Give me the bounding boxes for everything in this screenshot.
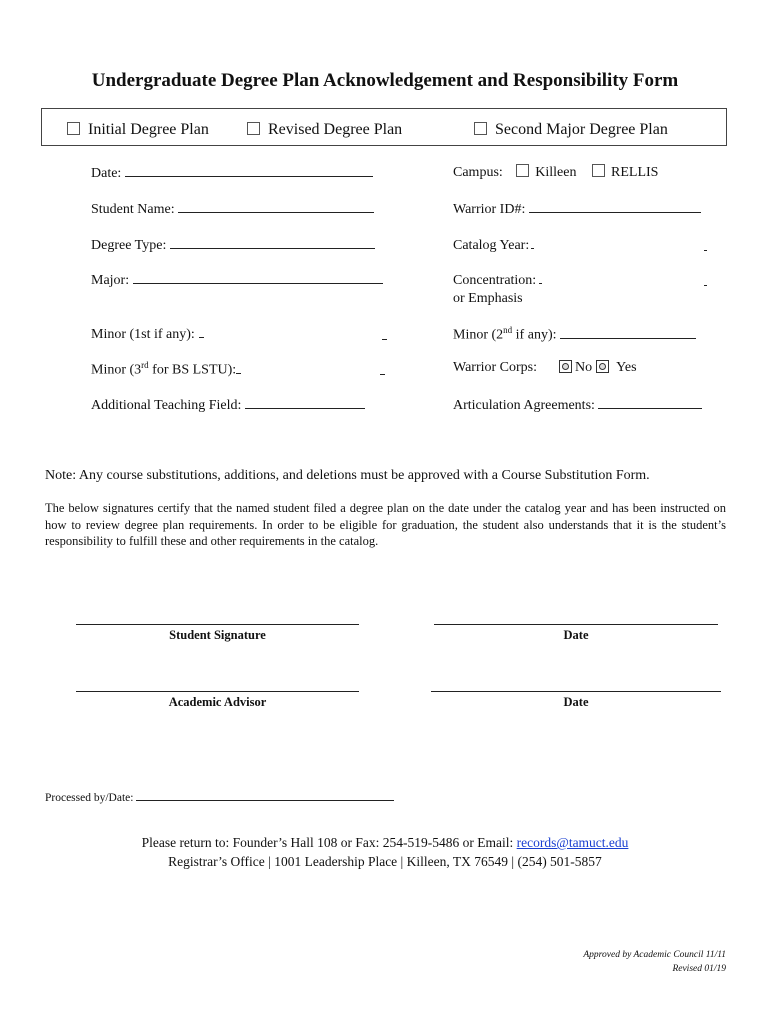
concentration-input-end[interactable] [704,273,707,286]
articulation-field [453,396,702,414]
minor3-label-end: for BS LSTU): [148,362,237,378]
campus-label: Campus: [453,165,503,180]
major-field [91,271,383,289]
warrior-corps-no-radio[interactable] [559,360,572,373]
degree-type-input-line[interactable] [170,236,375,249]
concentration-input-start[interactable] [539,271,542,284]
catalog-year-input-end[interactable] [704,238,707,251]
date-label: Date: [91,166,122,181]
student-date-line[interactable] [434,624,718,625]
minor3-label: Minor (3 [91,362,142,378]
campus-field [453,164,658,181]
minor1-label: Minor (1st if any): [91,327,195,342]
approved-note: Approved by Academic Council 11/11 [583,950,726,960]
rellis-checkbox[interactable] [592,164,605,177]
minor2-label: Minor (2 [453,327,504,343]
articulation-label: Articulation Agreements: [453,398,595,413]
minor1-input-start[interactable] [199,325,204,338]
catalog-year-label: Catalog Year: [453,238,530,253]
minor3-sup: rd [141,360,149,370]
degree-type-field [91,236,375,254]
student-signature-line[interactable] [76,624,359,625]
second-major-checkbox[interactable] [474,122,487,135]
teaching-field-label: Additional Teaching Field: [91,398,242,413]
minor2-sup: nd [503,325,513,335]
rellis-label: RELLIS [611,165,659,180]
warrior-corps-yes-label: Yes [616,360,637,375]
major-label: Major: [91,273,130,288]
processed-input-line[interactable] [136,790,394,801]
plan-type-second-major[interactable] [474,121,668,139]
processed-label: Processed by/Date: [45,792,134,804]
return-text: Please return to: Founder’s Hall 108 or Fax: 254-519-5486 or Email: [141,835,517,850]
date-field [91,164,373,182]
warrior-corps-no-label: No [575,360,593,375]
return-instructions [0,835,770,851]
killeen-label: Killeen [535,165,577,180]
registrar-address: Registrar’s Office | 1001 Leadership Place | Killeen, TX 76549 | (254) 501-5857 [168,854,602,869]
teaching-field [91,396,365,414]
form-title: Undergraduate Degree Plan Acknowledgement and Responsibility Form [91,70,679,91]
student-signature-label: Student Signature [169,628,266,642]
warrior-id-label: Warrior ID#: [453,202,526,217]
second-major-label: Second Major Degree Plan [495,121,668,138]
warrior-corps-field [453,360,637,376]
articulation-input-line[interactable] [598,396,702,409]
killeen-checkbox[interactable] [516,164,529,177]
teaching-field-input-line[interactable] [245,396,365,409]
minor1-input-end[interactable] [382,327,387,340]
warrior-corps-label: Warrior Corps: [453,360,538,375]
minor2-input-line[interactable] [560,326,696,339]
revised-note: Revised 01/19 [672,964,726,974]
major-input-line[interactable] [133,271,383,284]
minor3-field [91,360,241,379]
warrior-id-input-line[interactable] [529,200,701,213]
minor2-label-end: if any): [512,327,557,343]
student-name-label: Student Name: [91,202,175,217]
degree-type-label: Degree Type: [91,238,167,253]
emphasis-label: or Emphasis [453,291,523,306]
substitution-note: Note: Any course substitutions, additions, and deletions must be approved with a Course Substitution Form. [45,468,650,483]
student-date-label: Date [563,628,589,642]
certification-text: The below signatures certify that the named student filed a degree plan on the date under the catalog year and has been instructed on how to review degree plan requirements. In order to be eligible for graduation, the student also understands that it is the student’s responsibility to fulfill these and other requirements in the catalog. [45,501,726,548]
concentration-field [453,271,542,308]
email-link[interactable]: records@tamuct.edu [516,835,629,850]
advisor-date-line[interactable] [431,691,721,692]
date-input-line[interactable] [125,164,373,177]
minor3-input-start[interactable] [236,361,241,374]
minor1-field [91,325,204,343]
advisor-signature-label: Academic Advisor [168,695,267,709]
advisor-date-label: Date [563,695,589,709]
revised-checkbox[interactable] [247,122,260,135]
minor2-field [453,325,696,344]
warrior-corps-yes-radio[interactable] [596,360,609,373]
catalog-year-input-start[interactable] [531,236,534,249]
processed-field [45,790,394,804]
plan-type-initial[interactable] [67,121,209,139]
initial-label: Initial Degree Plan [88,121,209,138]
warrior-id-field [453,200,701,218]
revised-label: Revised Degree Plan [268,121,403,138]
minor3-input-end[interactable] [380,362,385,375]
student-name-input-line[interactable] [178,200,374,213]
initial-checkbox[interactable] [67,122,80,135]
concentration-label: Concentration: [453,273,537,288]
advisor-signature-line[interactable] [76,691,359,692]
plan-type-revised[interactable] [247,121,402,139]
catalog-year-field [453,236,534,254]
student-name-field [91,200,374,218]
